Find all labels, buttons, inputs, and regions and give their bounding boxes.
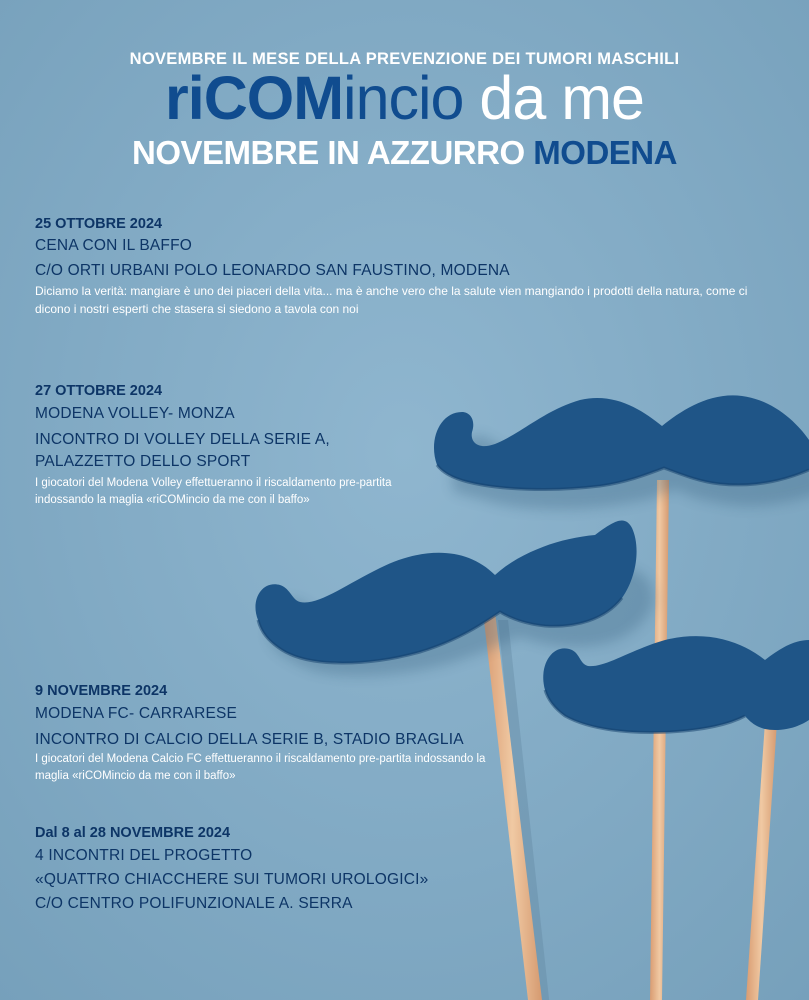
event-4 [35,825,428,913]
event-description: Diciamo la verità: mangiare è uno dei piaceri della vita... ma è anche vero che la salute vien mangiando i prodotti della natura, come ci dicono i nostri esperti che stasera si siedono a tavola con noi [35,284,748,316]
event-title: MODENA VOLLEY- MONZA [35,405,235,422]
event-2 [35,383,425,509]
tagline-white: NOVEMBRE IN AZZURRO [132,134,534,171]
event-date: 27 OTTOBRE 2024 [35,383,163,399]
prevention-month-heading: NOVEMBRE IL MESE DELLA PREVENZIONE DEI TUMORI MASCHILI [129,50,680,68]
campaign-title-part2: incio [343,64,464,132]
event-1 [35,216,785,318]
event-date: Dal 8 al 28 NOVEMBRE 2024 [35,825,231,841]
event-date: 9 NOVEMBRE 2024 [35,683,168,699]
event-project-name: «QUATTRO CHIACCHERE SUI TUMORI UROLOGICI» [35,871,429,888]
campaign-title-part3: da me [463,64,644,132]
event-description: I giocatori del Modena Calcio FC effettueranno il riscaldamento pre-partita indossando la maglia «riCOMincio da me con il baffo» [35,753,486,782]
event-date: 25 OTTOBRE 2024 [35,216,163,232]
campaign-title [0,62,809,134]
campaign-title-part1: riCOM [165,64,344,132]
event-location: C/O ORTI URBANI POLO LEONARDO SAN FAUSTINO, MODENA [35,262,510,279]
campaign-tagline [0,134,809,172]
event-title: 4 INCONTRI DEL PROGETTO [35,847,253,864]
event-location: PALAZZETTO DELLO SPORT [35,453,251,470]
event-title: MODENA FC- CARRARESE [35,705,238,722]
event-description: I giocatori del Modena Volley effettueranno il riscaldamento pre-partita indossando la maglia «riCOMincio da me con il baffo» [35,477,392,506]
tagline-city: MODENA [533,134,677,171]
event-location: C/O CENTRO POLIFUNZIONALE A. SERRA [35,895,353,912]
event-location: INCONTRO DI CALCIO DELLA SERIE B, STADIO BRAGLIA [35,731,464,748]
event-subtitle: INCONTRO DI VOLLEY DELLA SERIE A, [35,431,330,448]
event-title: CENA CON IL BAFFO [35,237,192,254]
event-3 [35,683,505,785]
